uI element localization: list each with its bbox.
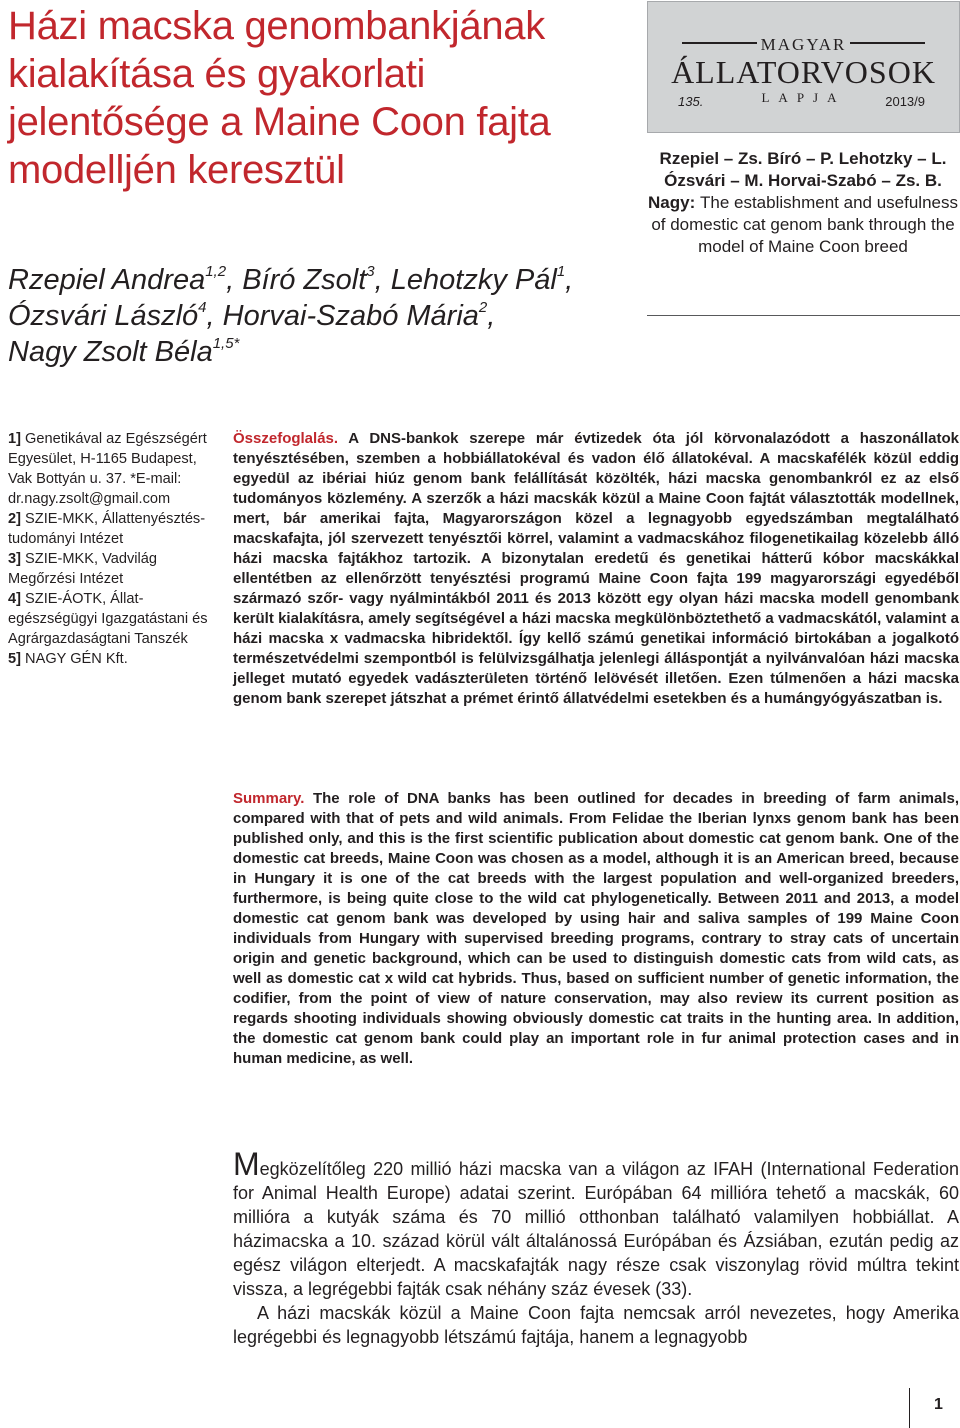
author: Bíró Zsolt$^3$,: [242, 263, 391, 296]
journal-issue: 2013/9: [885, 94, 925, 109]
journal-name-line2: ÁLLATORVOSOK: [671, 54, 936, 90]
english-title-colon: :: [689, 193, 700, 212]
english-title-block: [648, 148, 958, 258]
affiliation-item: 4] SZIE-ÁOTK, Állat-egészségügyi Igazgatástani és Agrárgazdaságtani Tanszék: [8, 591, 208, 647]
journal-volume: 135.: [678, 94, 704, 109]
author: Nagy Zsolt Béla$^{1,5*}$: [8, 335, 240, 368]
abstract-heading: Összefoglalás.: [233, 430, 339, 447]
journal-logo: [647, 1, 960, 133]
affiliation-item: 2] SZIE-MKK, Állattenyésztés-tudományi Intézet: [8, 511, 206, 547]
header-divider: [647, 315, 960, 316]
author: Rzepiel Andrea$^{1,2}$,: [8, 263, 243, 296]
author: Lehotzky Pál$^1$,: [390, 263, 574, 296]
affiliations: [8, 429, 218, 669]
journal-name-line3: LAPJA: [761, 90, 846, 105]
english-author-names: Rzepiel – Zs. Bíró – P. Lehotzky – L. Ózsvári – M. Horvai-Szabó – Zs. B. Nagy: [648, 149, 947, 212]
article-title: Házi macska genombankjának kialakítása és gyakorlati jelentősége a Maine Coon fajta modelljén keresztül: [8, 4, 551, 192]
author: Ózsvári László$^4$,: [8, 299, 223, 332]
body-paragraph: A házi macskák közül a Maine Coon fajta nemcsak arról nevezetes, hogy Amerika legrégebbi és legnagyobb létszámú fajtája, hanem a legnagyobb: [233, 1303, 959, 1347]
english-title: The establishment and usefulness of domestic cat genom bank through the model of Maine Coon breed: [651, 193, 958, 256]
body-paragraph: Megközelítőleg 220 millió házi macska van a világon az IFAH (International Federation for Animal Health Europe) adatai szerint. Európában 64 millióra tehető a macskák, 60 millióra a kutyák száma és 70 millió otthonban található valamilyen hobbiállat. A házimacska a 10. század körül vált általánossá Európában és Ázsiában, ezután pedig az egész világon elterjedt. A macskafajták nagy része csak viszonylag rövid múltra tekint vissza, a legrégebbi fajták csak néhány száz évesek (33).: [233, 1146, 959, 1299]
abstract-english: [233, 789, 959, 1069]
article-body: [233, 1146, 959, 1349]
page-number: 1: [934, 1396, 943, 1413]
drop-cap: M: [233, 1146, 260, 1182]
journal-name-line1: MAGYAR: [760, 35, 847, 54]
author-list: [8, 262, 628, 370]
affiliation-item: 5] NAGY GÉN Kft.: [8, 651, 128, 667]
summary-text: The role of DNA banks has been outlined for decades in breeding of farm animals, compared with that of pets and wild animals. From Felidae the Iberian lynxs genom bank has been published only, and this is the first scientific publication about domestic cat genom bank. One of the domestic cat breeds, Maine Coon was chosen as a model, although it is an American breed, because in Hungary it is one of the cat breeds with the largest population and well-organized breeders, furthermore, is being quite close to the wild cat phylogenetically. Between 2011 and 2013, a model domestic cat genom bank was developed by using hair and saliva samples of 199 Maine Coon individuals from Hungary with supervised breeding programs, contrary to stray cats of uncertain origin and genetic background, which can be used to distinguish domestic cats from wild cats, as well as domestic cat x wild cat hybrids. Thus, based on sufficient number of genetic information, the codifier, from the point of view of nature conservation, may also review its current position as regards shooting individuals showing obviously domestic cat traits in the hunting area. In addition, the domestic cat genom bank could play an important role in fur animal protection cases and in human medicine, as well.: [233, 790, 959, 1067]
abstract-text: A DNS-bankok szerepe már évtizedek óta jól körvonalazódott a haszonállatok tenyésztésében, szemben a hobbiállatokéval és vadon élő állatokéval. A macskafélék közül eddig egyedül az ibériai hiúz genom bank felállítását közölték, házi macska genombankról ez az első tudományos közlemény. A szerzők a házi macskák közül a Maine Coon fajtát választották modellnek, mert, bár amerikai fajta, Magyarországon közel a legnagyobb egyedszámban megtalálható macskafajta, jól szervezett tenyésztői körrel, valamint a vadmacskához filogenetikailag közelebb álló házi macska fajtákhoz tartozik. A bizonytalan eredetű és genetikai hátterű kóbor macskákkal ellentétben az ellenőrzött tenyésztési programú Maine Coon fajta 199 magyarországi egyedéből származó szőr- vagy nyálmintákból 2011 és 2013 között egy olyan házi macska modell genombank került kialakításra, amely segítségével a házi macska megkülönböztethető a vadmacskától, valamint a házi macska x vadmacska hibridektől. Így kellő számú genetikai információ birtokában a jogalkotó természetvédelmi szempontból is felülvizsgálhatja jelenlegi álláspontját a nyilvánvalóan házi macska jelleget mutató egyedek vadászterületen történő lelövését illetően. Ezen túlmenően a házi macska genom bank szerepet játszhat a prémet érintő állatvédelmi esetekben és a humángyógyászatban is.: [233, 430, 959, 707]
affiliation-item: 3] SZIE-MKK, Vadvilág Megőrzési Intézet: [8, 551, 157, 587]
page-number-rule: [909, 1388, 910, 1428]
abstract-hungarian: [233, 429, 959, 709]
affiliation-item: 1] Genetikával az Egészségért Egyesület, H-1165 Budapest, Vak Bottyán u. 37. *E-mail: dr.nagy.zsolt@gmail.com: [8, 431, 207, 507]
summary-heading: Summary.: [233, 790, 305, 807]
author: Horvai-Szabó Mária$^2$,: [222, 299, 496, 332]
